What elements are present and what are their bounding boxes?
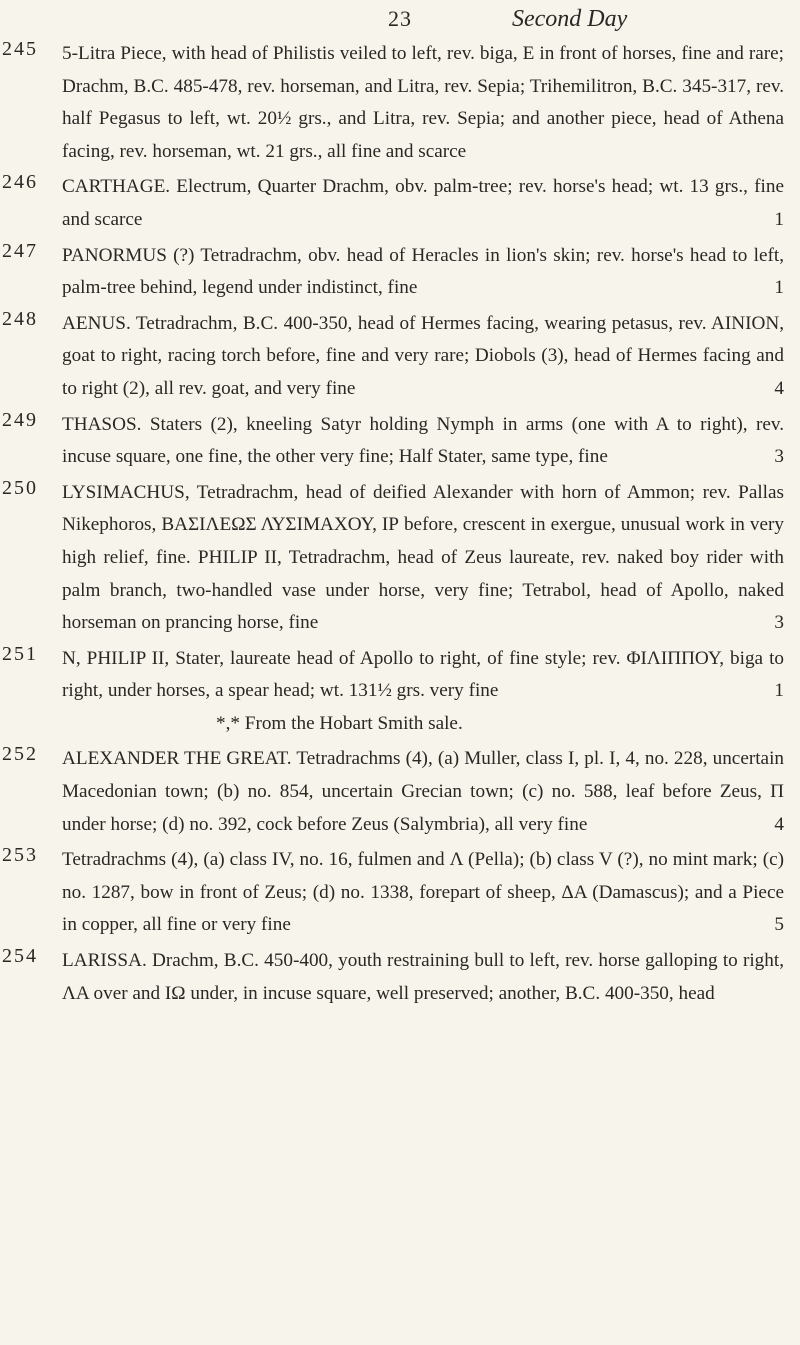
lot-quantity: 3	[774, 446, 784, 468]
lot-number: 252	[2, 743, 38, 766]
lot-entry	[0, 308, 800, 406]
lot-entry	[0, 38, 800, 168]
lot-entry	[0, 240, 800, 305]
lot-description	[62, 171, 784, 236]
lot-description-text: N, PHILIP II, Stater, laureate head of Apollo to right, of fine style; rev. ΦΙΛΙΠΠΟΥ, biga to right, under horses, a spear head; wt. 131½ grs. very fine	[62, 647, 784, 702]
lot-description	[62, 409, 784, 474]
lot-description	[62, 844, 784, 942]
lot-description	[62, 643, 784, 741]
lot-number: 249	[2, 408, 38, 431]
lot-description-text: THASOS. Staters (2), kneeling Satyr holding Nymph in arms (one with A to right), rev. incuse square, one fine, the other very fine; Half Stater, same type, fine	[62, 413, 784, 468]
page-number: 23	[388, 6, 412, 31]
lot-description-text: 5-Litra Piece, with head of Philistis veiled to left, rev. biga, E in front of horses, fine and rare; Drachm, B.C. 485-478, rev. horseman, and Litra, rev. Sepia; Trihemilitron, B.C. 345-317, rev. half Pegasus to left, wt. 20½ grs., and Litra, rev. Sepia; and another piece, head of Athena facing, rev. horseman, wt. 21 grs., all fine and scarce	[62, 43, 784, 162]
lot-number: 251	[2, 642, 38, 665]
lot-description-text: Tetradrachms (4), (a) class IV, no. 16, fulmen and Λ (Pella); (b) class V (?), no mint mark; (c) no. 1287, bow in front of Zeus; (d) no. 1338, forepart of sheep, ΔΑ (Damascus); and a Piece in copper, all fine or very fine	[62, 849, 784, 936]
lot-quantity: 4	[774, 377, 784, 399]
lot-number: 247	[2, 239, 38, 262]
lot-description	[62, 38, 784, 168]
running-title: Second Day	[512, 6, 628, 32]
lot-description-text: ALEXANDER THE GREAT. Tetradrachms (4), (a) Muller, class I, pl. I, 4, no. 228, uncertain Macedonian town; (b) no. 854, uncertain Grecian town; (c) no. 588, leaf before Zeus, Π under horse; (d) no. 392, cock before Zeus (Salymbria), all very fine	[62, 748, 784, 835]
lot-description	[62, 308, 784, 406]
lot-description-text: LARISSA. Drachm, B.C. 450-400, youth restraining bull to left, rev. horse galloping to right, ΛΑ over and ΙΩ under, in incuse square, well preserved; another, B.C. 400-350, head	[62, 950, 784, 1004]
lot-quantity: 1	[774, 277, 784, 299]
provenance-note: *,* From the Hobart Smith sale.	[216, 712, 463, 734]
lot-description	[62, 945, 784, 1010]
lot-description	[62, 477, 784, 640]
lot-quantity: 1	[774, 208, 784, 230]
lot-number: 245	[2, 38, 38, 60]
lot-number: 254	[2, 945, 38, 968]
lot-entry	[0, 409, 800, 474]
lot-entry	[0, 171, 800, 236]
lot-quantity: 3	[774, 612, 784, 634]
lot-entry	[0, 743, 800, 841]
lot-quantity: 5	[774, 914, 784, 936]
lot-description-text: CARTHAGE. Electrum, Quarter Drachm, obv. palm-tree; rev. horse's head; wt. 13 grs., fine and scarce	[62, 176, 784, 230]
lot-entry	[0, 844, 800, 942]
lot-description-text: LYSIMACHUS, Tetradrachm, head of deified Alexander with horn of Ammon; rev. Pallas Nikephoros, ΒΑΣΙΛΕΩΣ ΛΥΣΙΜΑΧΟΥ, ΙΡ before, crescent in exergue, unusual work in very high relief, fine. PHILIP II, Tetradrachm, head of Zeus laureate, rev. naked boy rider with palm branch, two-handled vase under horse, very fine; Tetrabol, head of Apollo, naked horseman on prancing horse, fine	[62, 481, 784, 634]
lot-description-text: PANORMUS (?) Tetradrachm, obv. head of Heracles in lion's skin; rev. horse's head to left, palm-tree behind, legend under indistinct, fine	[62, 244, 784, 299]
lot-description-text: AENUS. Tetradrachm, B.C. 400-350, head of Hermes facing, wearing petasus, rev. AINION, goat to right, racing torch before, fine and very rare; Diobols (3), head of Hermes facing and to right (2), all rev. goat, and very fine	[62, 312, 784, 399]
lot-number: 250	[2, 476, 38, 499]
lot-number: 246	[2, 171, 38, 194]
lot-entry	[0, 945, 800, 1010]
lot-description	[62, 743, 784, 841]
lot-list	[0, 38, 800, 1013]
lot-number: 253	[2, 844, 38, 867]
lot-entry	[0, 643, 800, 741]
lot-description	[62, 240, 784, 305]
lot-quantity: 1	[774, 680, 784, 702]
lot-quantity: 4	[774, 813, 784, 835]
page-header	[0, 4, 800, 38]
lot-entry	[0, 477, 800, 640]
lot-number: 248	[2, 307, 38, 330]
